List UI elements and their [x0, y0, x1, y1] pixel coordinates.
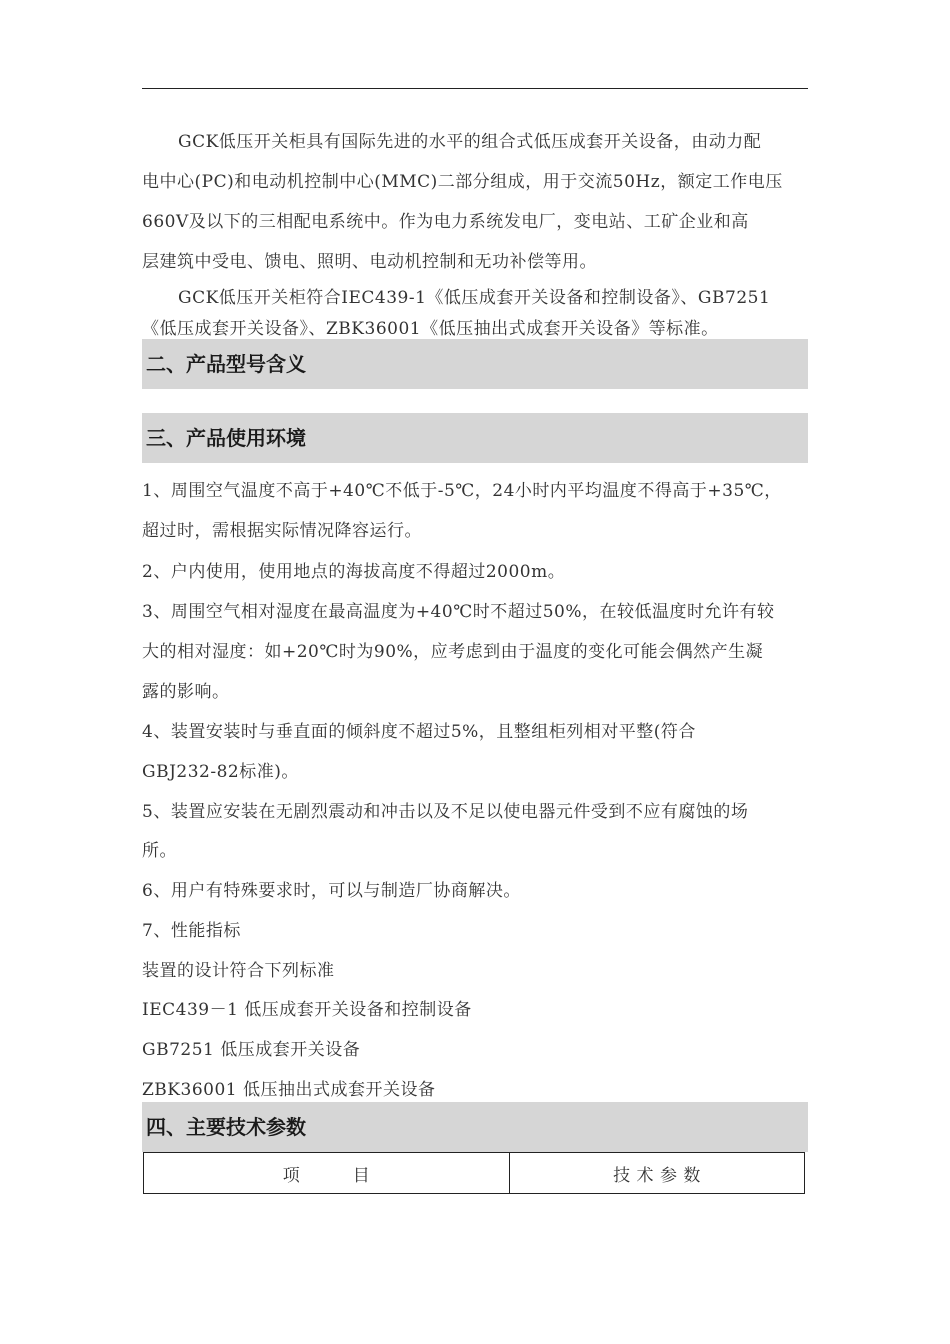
table-header-row — [144, 1153, 805, 1194]
text-line: 电中心(PC)和电动机控制中心(MMC)二部分组成，用于交流50Hz，额定工作电压 — [142, 172, 783, 192]
column-header-params: 技 术 参 数 — [510, 1153, 805, 1194]
env-line: GB7251 低压成套开关设备 — [142, 1040, 361, 1060]
parameters-table — [143, 1152, 805, 1194]
env-line: 1、周围空气温度不高于+40℃不低于-5℃，24小时内平均温度不得高于+35℃， — [142, 481, 782, 501]
env-line: 露的影响。 — [142, 682, 230, 702]
env-line: 5、装置应安装在无剧烈震动和冲击以及不足以使电器元件受到不应有腐蚀的场 — [142, 802, 749, 822]
env-line: 4、装置安装时与垂直面的倾斜度不超过5%，且整组柜列相对平整(符合 — [142, 722, 696, 742]
section-heading-environment: 三、产品使用环境 — [142, 413, 808, 463]
env-line: GBJ232-82标准)。 — [142, 762, 299, 782]
text-line: GCK低压开关柜具有国际先进的水平的组合式低压成套开关设备，由动力配 — [178, 132, 762, 152]
text-line: 660V及以下的三相配电系统中。作为电力系统发电厂，变电站、工矿企业和高 — [142, 212, 749, 232]
section-heading-parameters: 四、主要技术参数 — [142, 1102, 808, 1152]
env-line: 6、用户有特殊要求时，可以与制造厂协商解决。 — [142, 881, 521, 901]
section-heading-model: 二、产品型号含义 — [142, 339, 808, 389]
env-line: 超过时，需根据实际情况降容运行。 — [142, 521, 422, 541]
text-line: 《低压成套开关设备》、ZBK36001《低压抽出式成套开关设备》等标准。 — [142, 319, 719, 339]
env-line: 2、户内使用，使用地点的海拔高度不得超过2000m。 — [142, 562, 566, 582]
env-line: 所。 — [142, 841, 177, 861]
column-header-item: 项 目 — [144, 1153, 510, 1194]
env-line: 3、周围空气相对湿度在最高温度为+40℃时不超过50%，在较低温度时允许有较 — [142, 602, 775, 622]
text-line: GCK低压开关柜符合IEC439-1《低压成套开关设备和控制设备》、GB7251 — [178, 288, 771, 308]
env-line: 7、性能指标 — [142, 921, 241, 941]
env-line: 装置的设计符合下列标准 — [142, 961, 335, 981]
header-rule — [142, 88, 808, 89]
env-line: 大的相对湿度：如+20℃时为90%，应考虑到由于温度的变化可能会偶然产生凝 — [142, 642, 764, 662]
text-line: 层建筑中受电、馈电、照明、电动机控制和无功补偿等用。 — [142, 252, 597, 272]
env-line: IEC439－1 低压成套开关设备和控制设备 — [142, 1000, 472, 1020]
env-line: ZBK36001 低压抽出式成套开关设备 — [142, 1080, 436, 1100]
